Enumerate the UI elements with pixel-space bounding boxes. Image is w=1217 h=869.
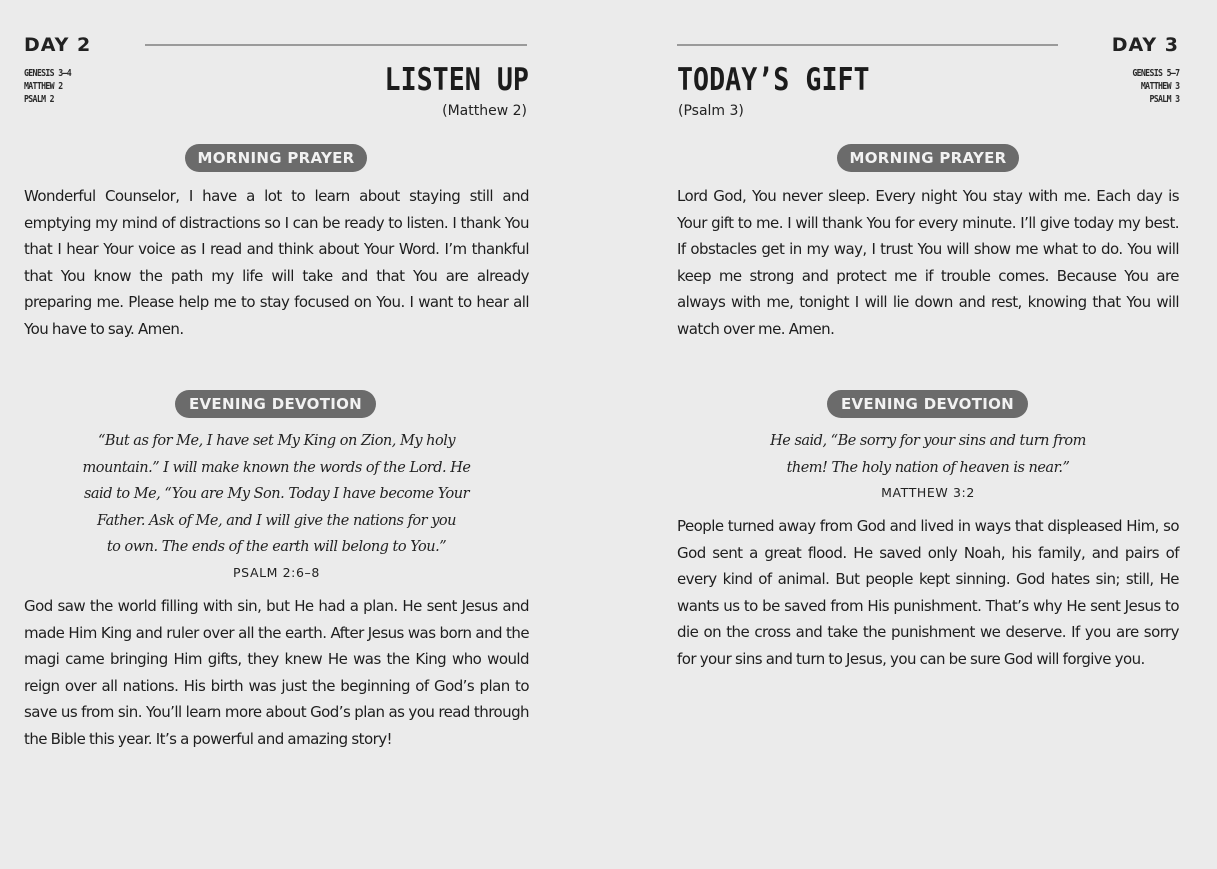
verse-line: “But as for Me, I have set My King on Zion, My holy: [97, 433, 456, 449]
scripture-verse: [24, 428, 529, 561]
reading-item: GENESIS 3–4: [24, 68, 72, 79]
scripture-verse: [677, 428, 1179, 481]
evening-devotion-text: People turned away from God and lived in ways that displeased Him, so God sent a great flood. He saved only Noah, his family, and pairs of every kind of animal. But people kept sinning. God hates sin; still, He wants us to be saved from His punishment. That’s why He sent Jesus to die on the cross and take the punishment we deserve. If you are sorry for your sins and turn to Jesus, you can be sure God will forgive you.: [677, 517, 1179, 668]
header-rule: [145, 44, 527, 46]
verse-line: Father. Ask of Me, and I will give the nations for you: [97, 512, 456, 529]
morning-prayer-header: MORNING PRAYER: [837, 144, 1019, 172]
reading-list: [1132, 67, 1179, 106]
page-title: LISTEN UP: [384, 62, 529, 98]
right-page: [677, 0, 1179, 869]
verse-reference: MATTHEW 3:2: [881, 485, 975, 500]
reading-item: MATTHEW 3: [1140, 81, 1179, 92]
reading-list: [24, 67, 71, 106]
verse-line: them! The holy nation of heaven is near.”: [786, 459, 1070, 476]
morning-prayer-text: Wonderful Counselor, I have a lot to learn about staying still and emptying my mind of distractions so I can be ready to listen. I thank You that I hear Your voice as I read and think about Your Word. I’m thankful that You know the path my life will take and that You are already preparing me. Please help me to stay focused on You. I want to hear all You have to say. Amen.: [24, 187, 529, 338]
evening-devotion-header: EVENING DEVOTION: [175, 390, 376, 418]
reading-item: PSALM 3: [1149, 94, 1179, 105]
reading-item: GENESIS 5–7: [1131, 68, 1179, 79]
day-label: DAY 2: [24, 34, 92, 56]
evening-devotion-header: EVENING DEVOTION: [827, 390, 1028, 418]
title-reference: (Psalm 3): [678, 103, 744, 119]
verse-reference: PSALM 2:6–8: [233, 565, 320, 580]
day-label: DAY 3: [1111, 34, 1179, 56]
reading-item: PSALM 2: [24, 94, 54, 105]
morning-prayer-header: MORNING PRAYER: [185, 144, 367, 172]
evening-devotion-text: God saw the world filling with sin, but He had a plan. He sent Jesus and made Him King and ruler over all the earth. After Jesus was born and the magi came bringing Him gifts, they knew He was the King who would reign over all nations. His birth was just the beginning of God’s plan to save us from sin. You’ll learn more about God’s plan as you read through the Bible this year. It’s a powerful and amazing story!: [24, 597, 529, 748]
verse-line: said to Me, “You are My Son. Today I have become Your: [83, 486, 470, 502]
header-rule: [677, 44, 1058, 46]
morning-prayer-text: Lord God, You never sleep. Every night You stay with me. Each day is Your gift to me. I will thank You for every minute. I’ll give today my best. If obstacles get in my way, I trust You will show me what to do. You will keep me strong and protect me if trouble comes. Because You are always with me, tonight I will lie down and rest, knowing that You will watch over me. Amen.: [677, 187, 1179, 338]
title-reference: (Matthew 2): [442, 103, 527, 119]
verse-line: mountain.” I will make known the words of the Lord. He: [82, 459, 471, 476]
left-page: [24, 0, 529, 869]
reading-item: MATTHEW 2: [24, 81, 63, 92]
verse-line: He said, “Be sorry for your sins and turn from: [770, 433, 1086, 449]
page-title: TODAY’S GIFT: [677, 62, 870, 98]
verse-line: to own. The ends of the earth will belong to You.”: [106, 539, 447, 555]
